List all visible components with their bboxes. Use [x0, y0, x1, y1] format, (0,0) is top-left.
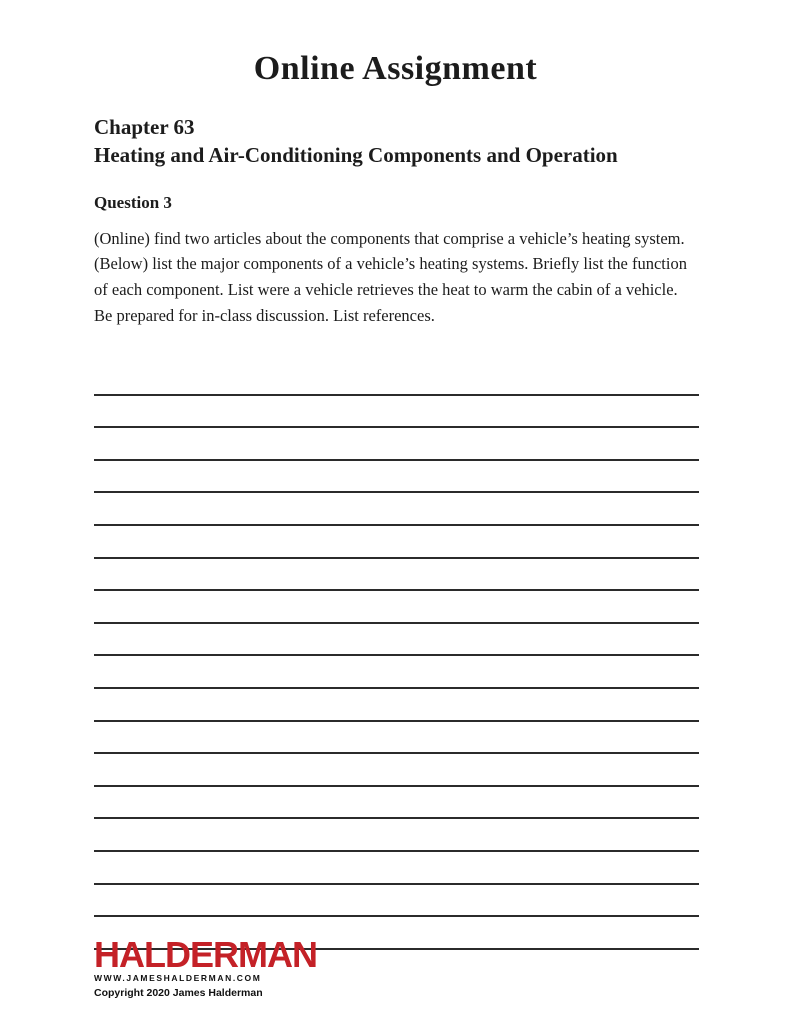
answer-line: [94, 689, 699, 722]
answer-line: [94, 819, 699, 852]
chapter-title: Heating and Air-Conditioning Components and Operation: [94, 143, 618, 168]
answer-line: [94, 526, 699, 559]
answer-line: [94, 493, 699, 526]
halderman-logo: HALDERMAN: [94, 934, 317, 975]
answer-line: [94, 396, 699, 429]
footer: [94, 934, 317, 1000]
answer-line: [94, 461, 699, 494]
answer-line: [94, 428, 699, 461]
answer-line: [94, 591, 699, 624]
answer-line: [94, 885, 699, 918]
copyright-text: Copyright 2020 James Halderman: [94, 987, 263, 1000]
page-title: Online Assignment: [253, 50, 538, 87]
answer-line: [94, 722, 699, 755]
answer-line: [94, 624, 699, 657]
answer-line: [94, 559, 699, 592]
answer-line: [94, 656, 699, 689]
question-instructions: (Online) find two articles about the components that comprise a vehicle’s heating system. (Below) list the major components of a vehicle’s heating systems. Briefly list the function of each component. List were a vehicle retrieves the heat to warm the cabin of a vehicle. Be prepared for in-class discussion. List references.: [94, 228, 687, 326]
logo-website-text: WWW.JAMESHALDERMAN.COM: [94, 973, 262, 984]
answer-lines: [94, 363, 699, 950]
answer-line: [94, 852, 699, 885]
answer-line: [94, 363, 699, 396]
content-area: [94, 114, 699, 950]
answer-line: [94, 787, 699, 820]
chapter-number: Chapter 63: [94, 115, 195, 139]
answer-line: [94, 754, 699, 787]
question-label: Question 3: [94, 192, 172, 212]
